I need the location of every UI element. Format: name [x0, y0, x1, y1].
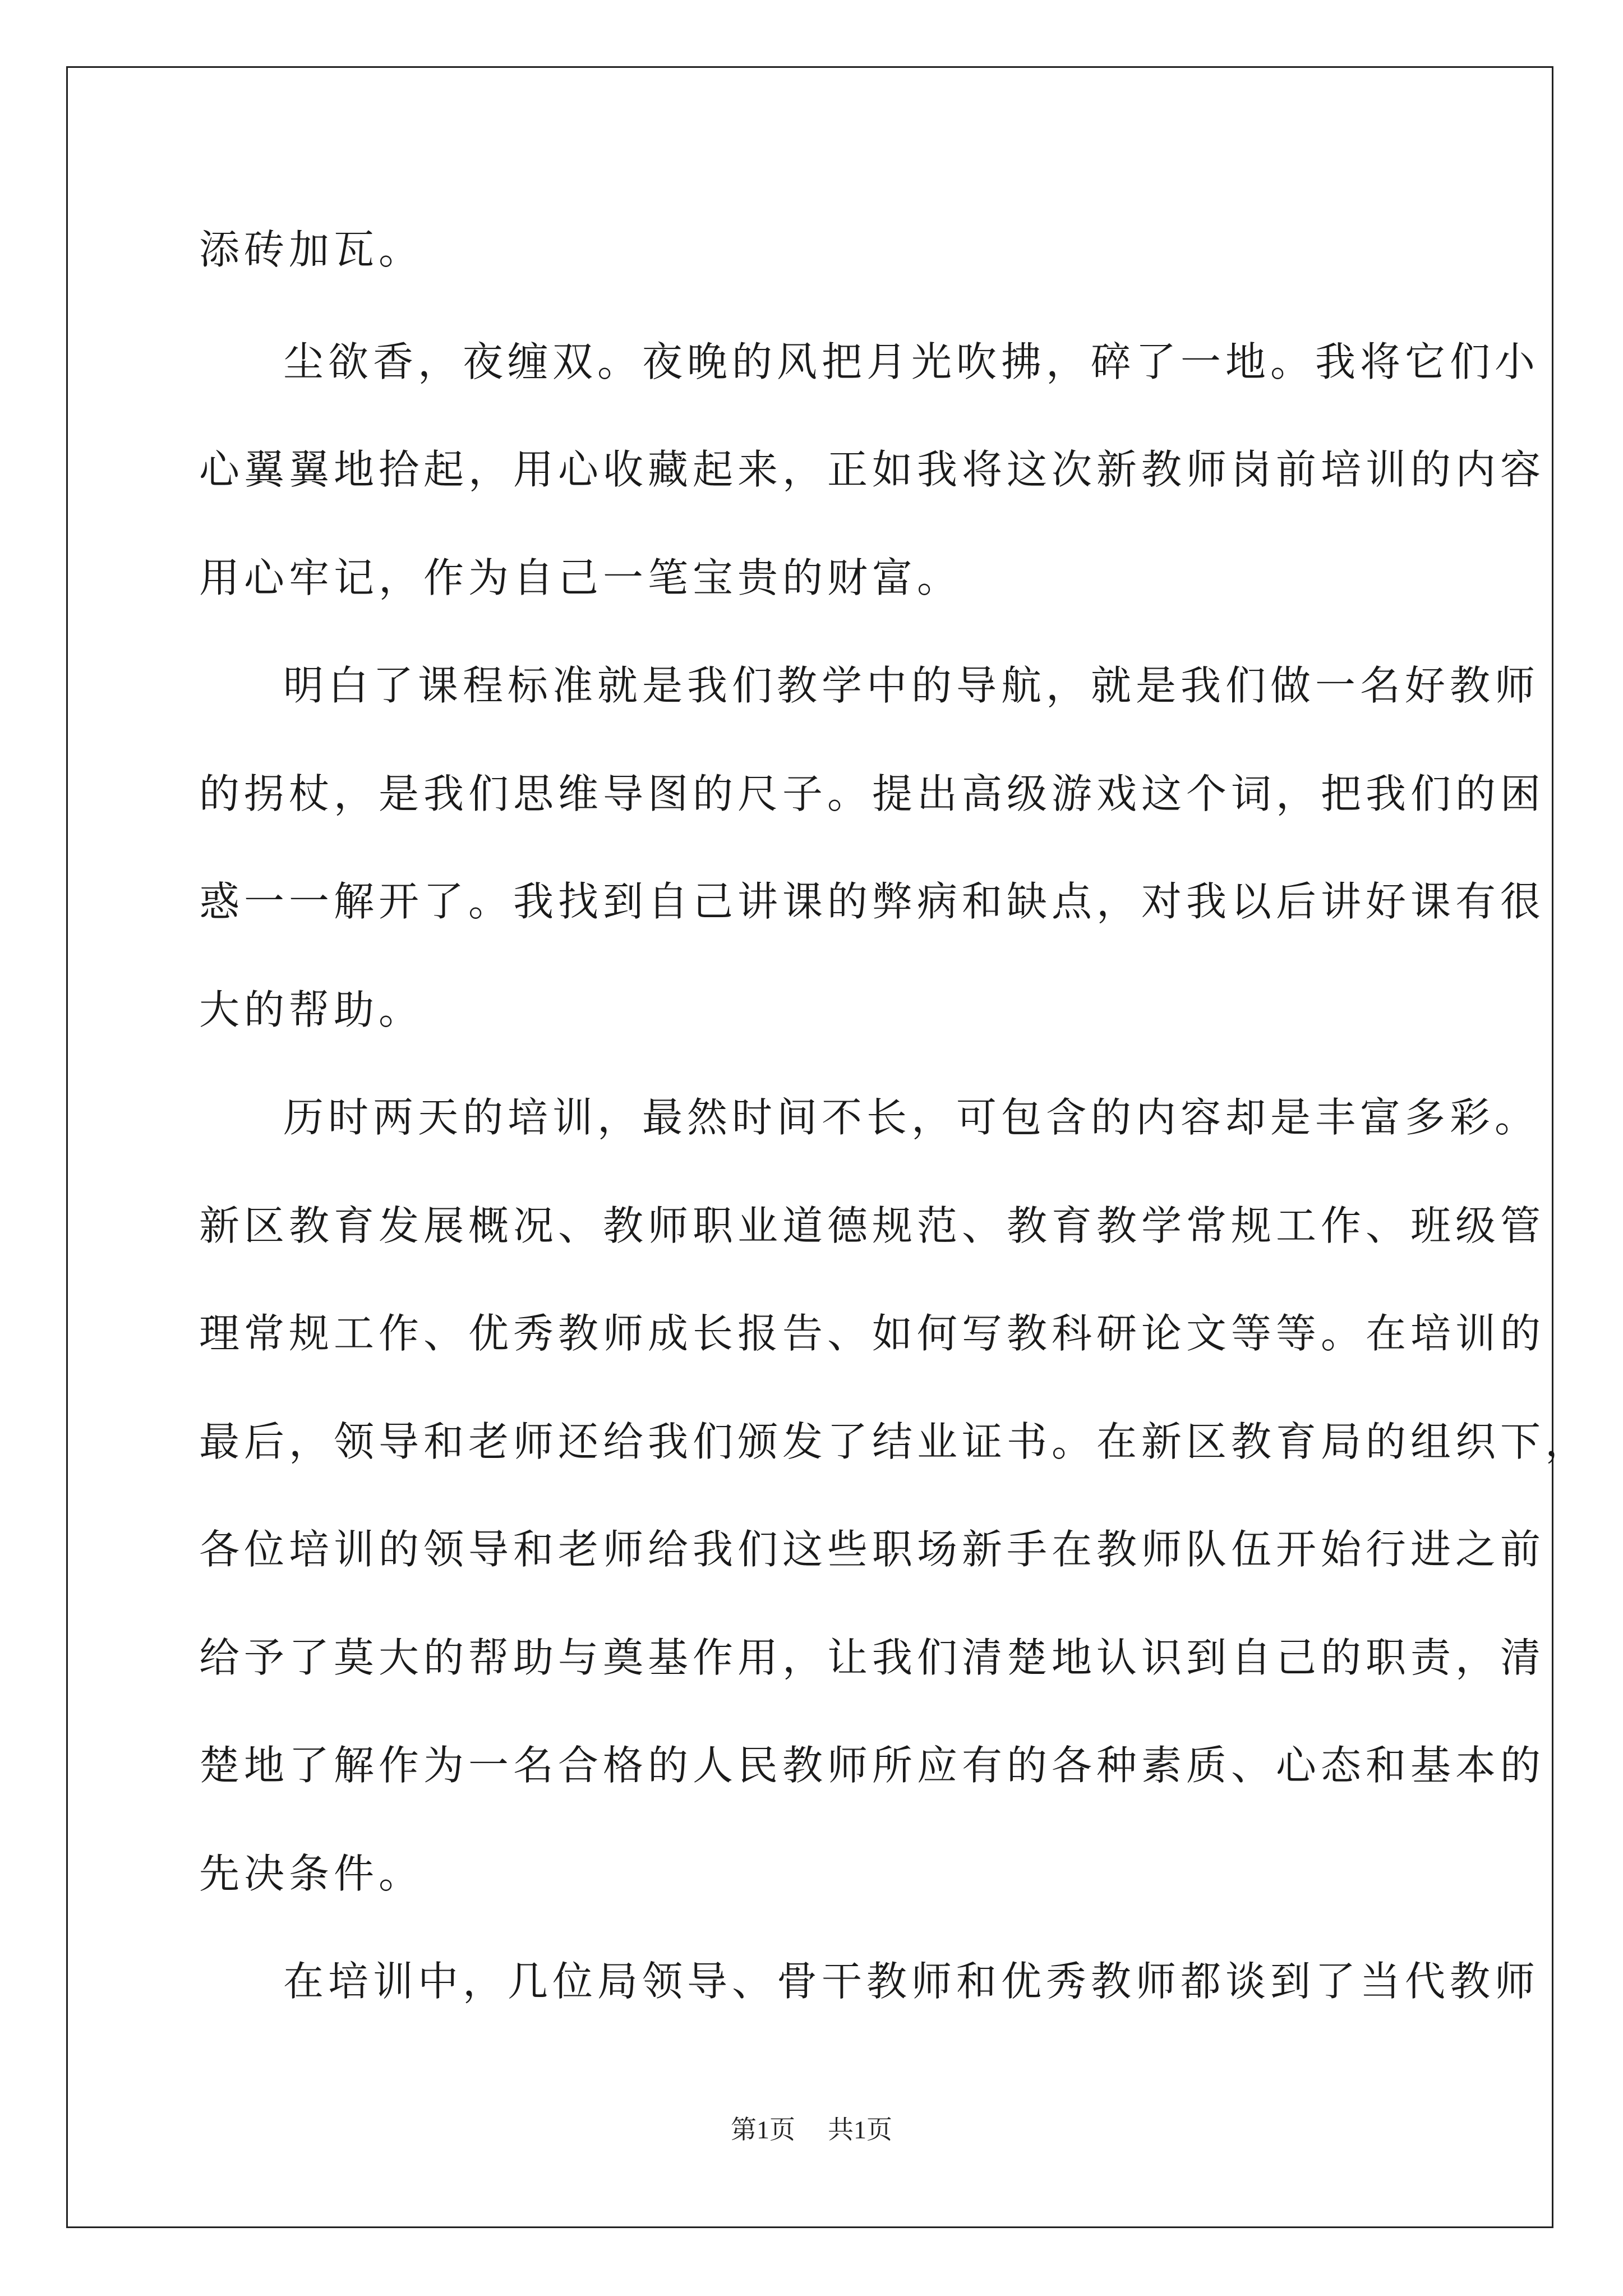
- text-line: 明白了课程标准就是我们教学中的导航，就是我们做一名好教师: [283, 662, 1540, 709]
- text-line: 在培训中，几位局领导、骨干教师和优秀教师都谈到了当代教师: [283, 1958, 1540, 2005]
- text-line: 先决条件。: [199, 1850, 424, 1897]
- text-line: 理常规工作、优秀教师成长报告、如何写教科研论文等等。在培训的: [199, 1310, 1546, 1357]
- text-line: 楚地了解作为一名合格的人民教师所应有的各种素质、心态和基本的: [199, 1742, 1546, 1789]
- text-line: 大的帮助。: [199, 986, 424, 1033]
- text-line: 尘欲香，夜缠双。夜晚的风把月光吹拂，碎了一地。我将它们小: [283, 338, 1540, 385]
- text-line: 给予了莫大的帮助与奠基作用，让我们清楚地认识到自己的职责，清: [199, 1634, 1546, 1681]
- text-line: 历时两天的培训，最然时间不长，可包含的内容却是丰富多彩。: [283, 1094, 1540, 1141]
- text-line: 用心牢记，作为自己一笔宝贵的财富。: [199, 554, 962, 601]
- text-line: 惑一一解开了。我找到自己讲课的弊病和缺点，对我以后讲好课有很: [199, 878, 1546, 925]
- text-line: 添砖加瓦。: [199, 226, 424, 273]
- page-number: 第1页: [731, 2115, 795, 2144]
- page-total: 共1页: [828, 2115, 892, 2144]
- page-footer: [0, 2109, 1623, 2146]
- text-line: 各位培训的领导和老师给我们这些职场新手在教师队伍开始行进之前: [199, 1526, 1546, 1573]
- text-line: 的拐杖，是我们思维导图的尺子。提出高级游戏这个词，把我们的困: [199, 770, 1546, 817]
- text-line: 新区教育发展概况、教师职业道德规范、教育教学常规工作、班级管: [199, 1202, 1546, 1249]
- text-line: 最后，领导和老师还给我们颁发了结业证书。在新区教育局的组织下，: [199, 1418, 1590, 1465]
- text-line: 心翼翼地拾起，用心收藏起来，正如我将这次新教师岗前培训的内容: [199, 446, 1546, 493]
